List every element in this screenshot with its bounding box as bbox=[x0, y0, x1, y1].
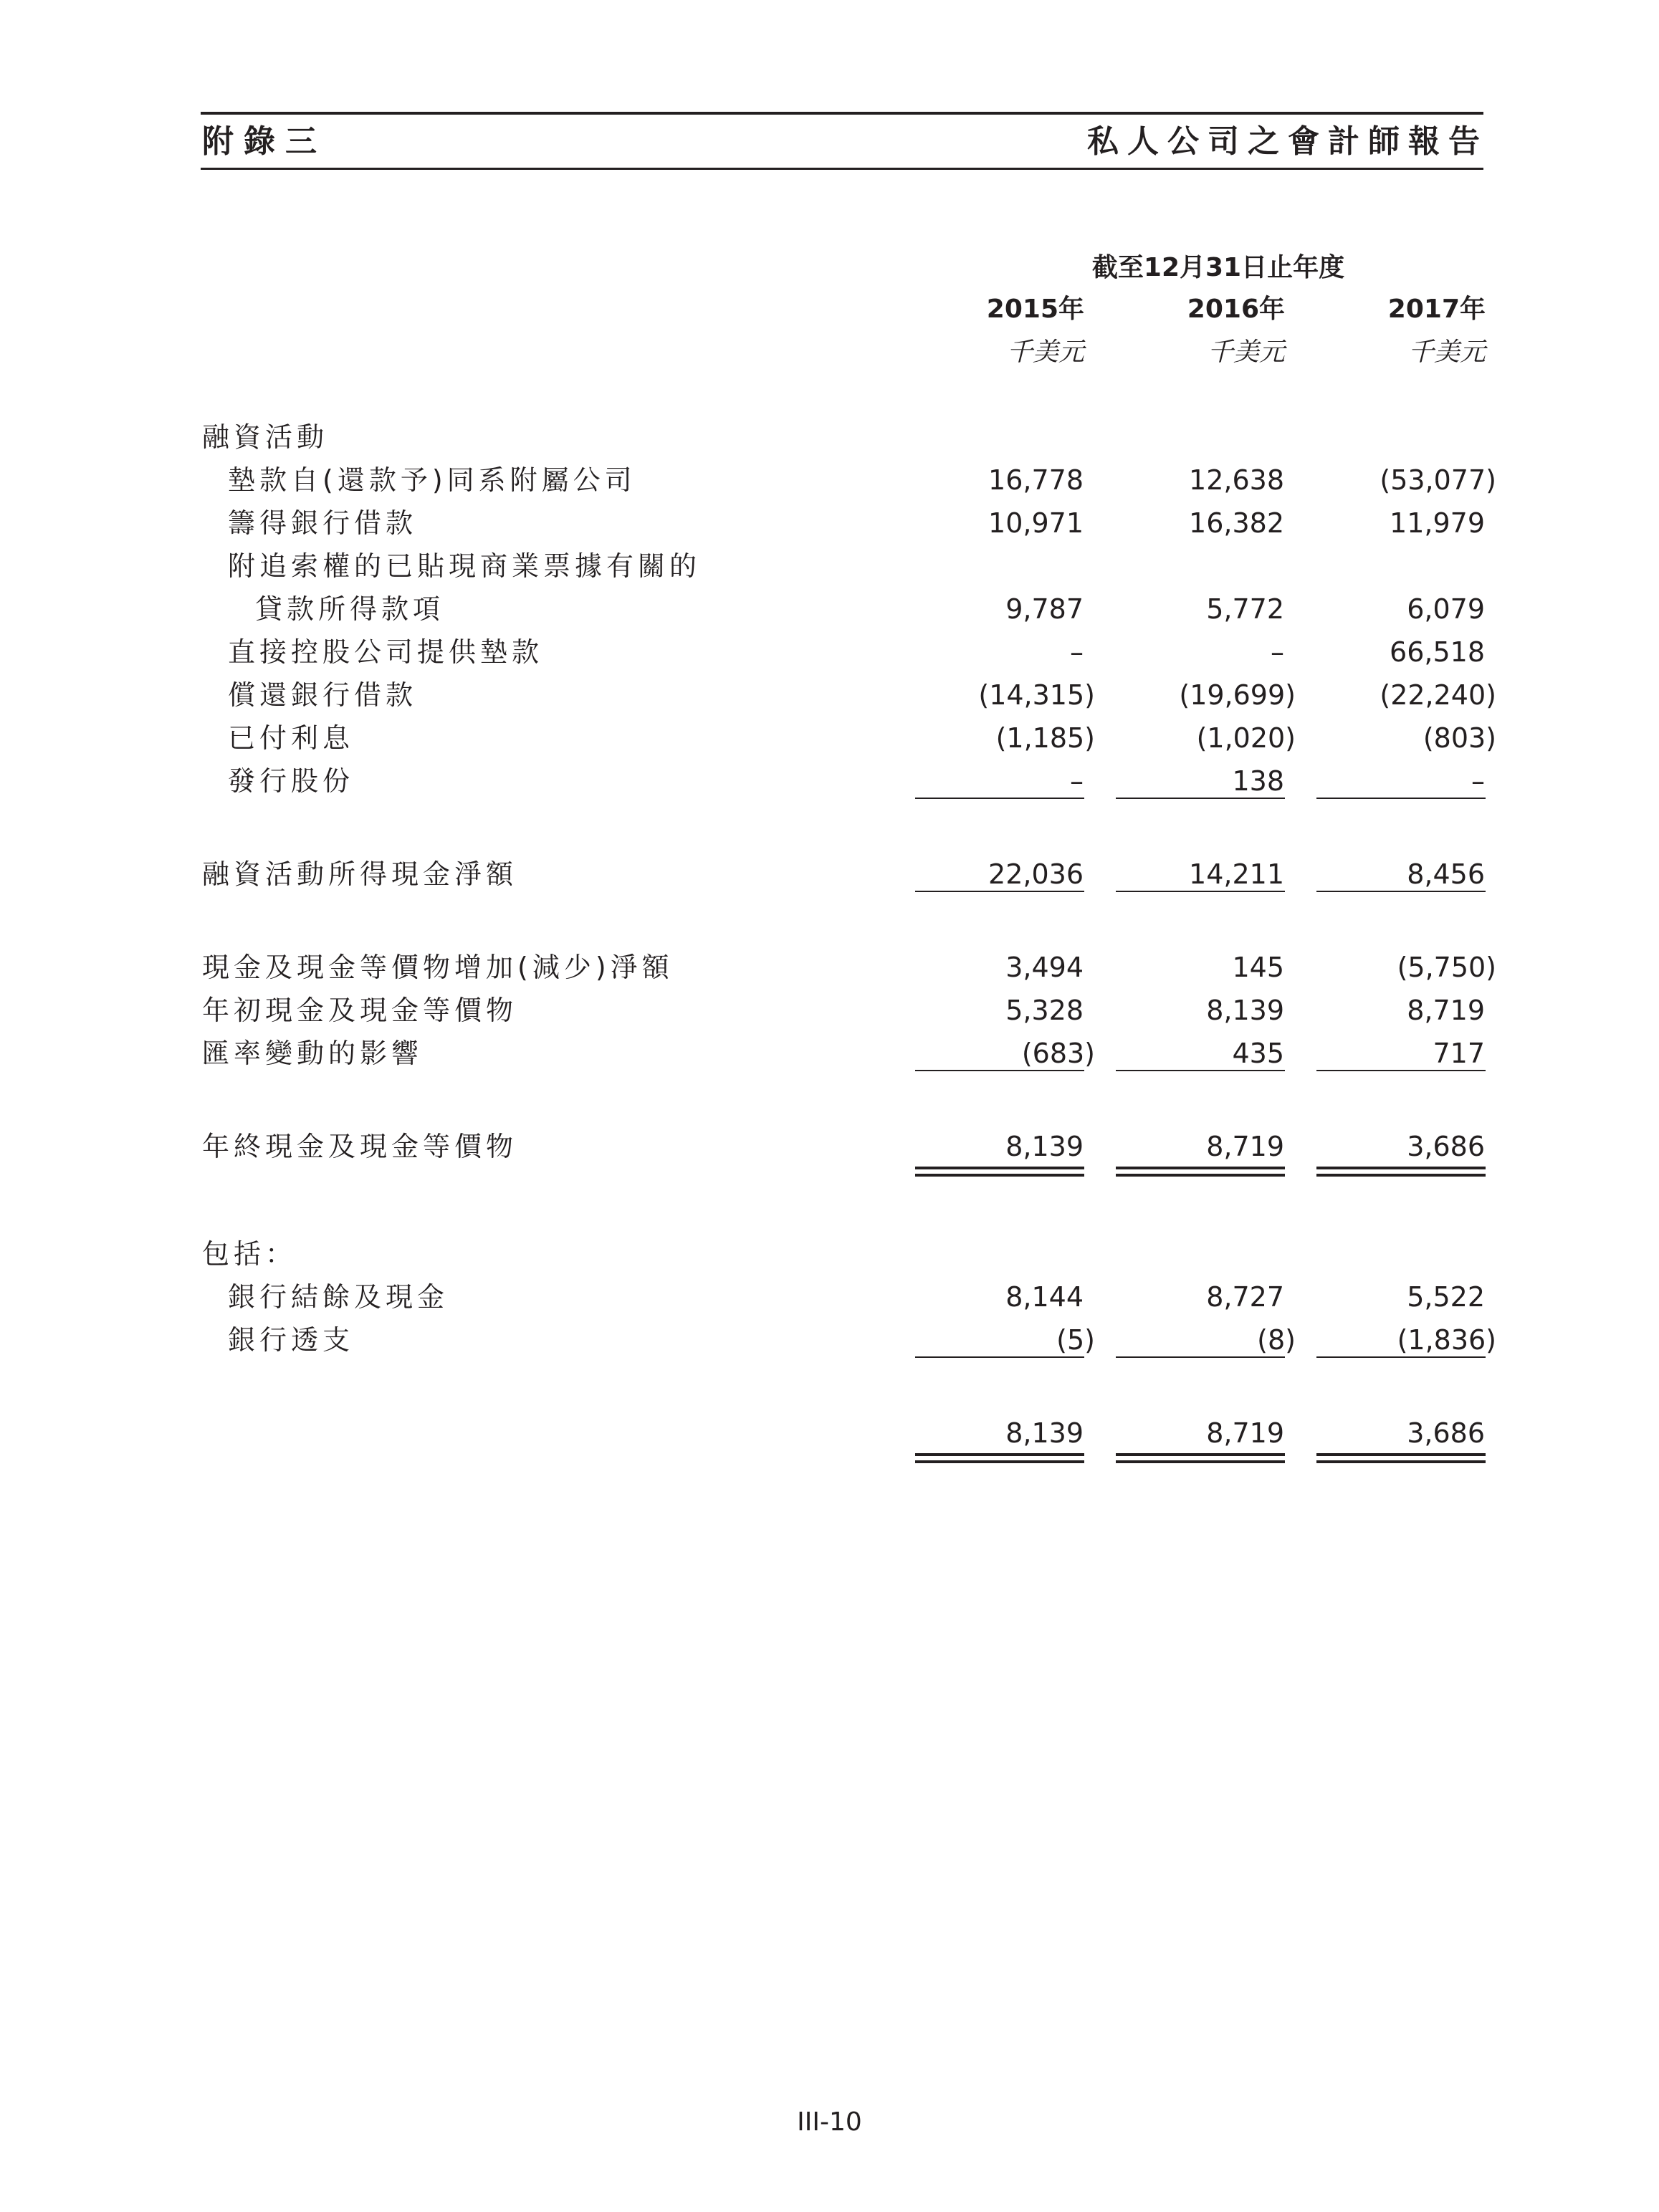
cell-value: 22,036 bbox=[988, 858, 1084, 890]
cell-value: 5,772 bbox=[1206, 593, 1284, 625]
cell-value: 3,686 bbox=[1407, 1417, 1485, 1449]
cell-value: 8,144 bbox=[1005, 1281, 1084, 1313]
cell-value: (803) bbox=[1423, 722, 1496, 754]
total-double-underline bbox=[1116, 1174, 1285, 1177]
cell-value: 9,787 bbox=[1005, 593, 1084, 625]
total-double-underline bbox=[915, 1174, 1084, 1177]
cell-value: 435 bbox=[1232, 1038, 1284, 1069]
cell-value: (1,836) bbox=[1397, 1324, 1496, 1356]
table-row bbox=[0, 463, 1659, 506]
page-number: III-10 bbox=[797, 2107, 862, 2137]
table-row bbox=[0, 721, 1659, 764]
table-row bbox=[0, 764, 1659, 807]
cell-value: 12,638 bbox=[1189, 464, 1284, 496]
year-2015-header: 2015年 bbox=[986, 295, 1084, 324]
table-row bbox=[0, 1416, 1659, 1459]
table-row bbox=[0, 1237, 1659, 1280]
cell-value: 3,686 bbox=[1407, 1131, 1485, 1162]
cell-value: 8,139 bbox=[1005, 1131, 1084, 1162]
table-row bbox=[0, 678, 1659, 721]
cell-value: 14,211 bbox=[1189, 858, 1284, 890]
row-label: 年初現金及現金等價物 bbox=[202, 995, 518, 1026]
total-double-underline bbox=[1116, 1167, 1285, 1169]
cell-value: 5,328 bbox=[1005, 995, 1084, 1026]
subtotal-underline bbox=[1116, 1356, 1285, 1358]
total-double-underline bbox=[1316, 1167, 1486, 1169]
row-label: 融資活動 bbox=[202, 421, 329, 453]
year-2016-header: 2016年 bbox=[1187, 295, 1285, 324]
subtotal-underline bbox=[1316, 1356, 1486, 1358]
row-label: 匯率變動的影響 bbox=[202, 1038, 424, 1069]
total-double-underline bbox=[1116, 1453, 1285, 1456]
period-heading: 截至12月31日止年度 bbox=[1091, 253, 1345, 282]
subtotal-underline bbox=[1116, 891, 1285, 892]
table-row bbox=[0, 1323, 1659, 1366]
table-row bbox=[0, 549, 1659, 592]
subtotal-underline bbox=[915, 798, 1084, 799]
cell-value: 66,518 bbox=[1390, 636, 1485, 668]
cell-value: 145 bbox=[1232, 952, 1284, 983]
row-label: 銀行結餘及現金 bbox=[228, 1281, 449, 1313]
subtotal-underline bbox=[1116, 798, 1285, 799]
unit-2015-header: 千美元 bbox=[1006, 337, 1084, 367]
table-row bbox=[0, 1280, 1659, 1323]
table-row bbox=[0, 635, 1659, 678]
total-double-underline bbox=[915, 1460, 1084, 1463]
cell-value: – bbox=[1271, 636, 1284, 668]
table-row bbox=[0, 993, 1659, 1036]
cell-value: 3,494 bbox=[1005, 952, 1084, 983]
row-label: 籌得銀行借款 bbox=[228, 507, 418, 539]
row-label: 墊款自(還款予)同系附屬公司 bbox=[228, 464, 636, 496]
cell-value: – bbox=[1471, 765, 1485, 797]
total-double-underline bbox=[1316, 1174, 1486, 1177]
cell-value: 138 bbox=[1232, 765, 1284, 797]
row-label: 直接控股公司提供墊款 bbox=[228, 636, 544, 668]
cell-value: (5,750) bbox=[1397, 952, 1496, 983]
cell-value: – bbox=[1070, 636, 1084, 668]
unit-2017-header: 千美元 bbox=[1407, 337, 1486, 367]
cell-value: 5,522 bbox=[1407, 1281, 1485, 1313]
report-title: 私人公司之會計師報告 bbox=[1087, 123, 1488, 160]
cell-value: 8,139 bbox=[1005, 1417, 1084, 1449]
year-2017-header: 2017年 bbox=[1387, 295, 1486, 324]
table-row bbox=[0, 592, 1659, 635]
cell-value: 10,971 bbox=[988, 507, 1084, 539]
cell-value: (1,185) bbox=[995, 722, 1095, 754]
row-label: 包括： bbox=[202, 1238, 297, 1270]
cell-value: 16,778 bbox=[988, 464, 1084, 496]
subtotal-underline bbox=[915, 1070, 1084, 1071]
cell-value: 6,079 bbox=[1407, 593, 1485, 625]
header-bottom-rule bbox=[201, 168, 1483, 170]
table-row bbox=[0, 1129, 1659, 1172]
total-double-underline bbox=[1116, 1460, 1285, 1463]
subtotal-underline bbox=[1316, 798, 1486, 799]
appendix-title: 附錄三 bbox=[202, 123, 327, 160]
subtotal-underline bbox=[1116, 1070, 1285, 1071]
row-label: 貸款所得款項 bbox=[255, 593, 445, 625]
subtotal-underline bbox=[915, 1356, 1084, 1358]
row-label: 銀行透支 bbox=[228, 1324, 355, 1356]
row-label: 附追索權的已貼現商業票據有關的 bbox=[228, 550, 702, 582]
row-label: 現金及現金等價物增加(減少)淨額 bbox=[202, 952, 674, 983]
row-label: 償還銀行借款 bbox=[228, 679, 418, 711]
cell-value: (22,240) bbox=[1380, 679, 1496, 711]
cell-value: 11,979 bbox=[1390, 507, 1485, 539]
cell-value: 8,719 bbox=[1206, 1131, 1284, 1162]
cell-value: (19,699) bbox=[1179, 679, 1296, 711]
table-row bbox=[0, 1036, 1659, 1079]
cell-value: (53,077) bbox=[1380, 464, 1496, 496]
cell-value: 8,727 bbox=[1206, 1281, 1284, 1313]
cell-value: 8,719 bbox=[1206, 1417, 1284, 1449]
cell-value: 8,139 bbox=[1206, 995, 1284, 1026]
cell-value: – bbox=[1070, 765, 1084, 797]
table-row bbox=[0, 857, 1659, 900]
total-double-underline bbox=[1316, 1453, 1486, 1456]
cell-value: (8) bbox=[1257, 1324, 1296, 1356]
cell-value: 717 bbox=[1433, 1038, 1485, 1069]
cell-value: 16,382 bbox=[1189, 507, 1284, 539]
cell-value: (14,315) bbox=[978, 679, 1095, 711]
subtotal-underline bbox=[915, 891, 1084, 892]
row-label: 發行股份 bbox=[228, 765, 355, 797]
total-double-underline bbox=[915, 1167, 1084, 1169]
subtotal-underline bbox=[1316, 1070, 1486, 1071]
table-row bbox=[0, 950, 1659, 993]
cell-value: 8,719 bbox=[1407, 995, 1485, 1026]
subtotal-underline bbox=[1316, 891, 1486, 892]
table-row bbox=[0, 420, 1659, 463]
row-label: 已付利息 bbox=[228, 722, 355, 754]
cell-value: (683) bbox=[1021, 1038, 1095, 1069]
row-label: 年終現金及現金等價物 bbox=[202, 1131, 518, 1162]
total-double-underline bbox=[1316, 1460, 1486, 1463]
row-label: 融資活動所得現金淨額 bbox=[202, 858, 518, 890]
cell-value: (5) bbox=[1056, 1324, 1095, 1356]
cell-value: 8,456 bbox=[1407, 858, 1485, 890]
unit-2016-header: 千美元 bbox=[1207, 337, 1285, 367]
header-top-rule bbox=[201, 112, 1483, 115]
table-row bbox=[0, 506, 1659, 549]
total-double-underline bbox=[915, 1453, 1084, 1456]
cell-value: (1,020) bbox=[1196, 722, 1296, 754]
